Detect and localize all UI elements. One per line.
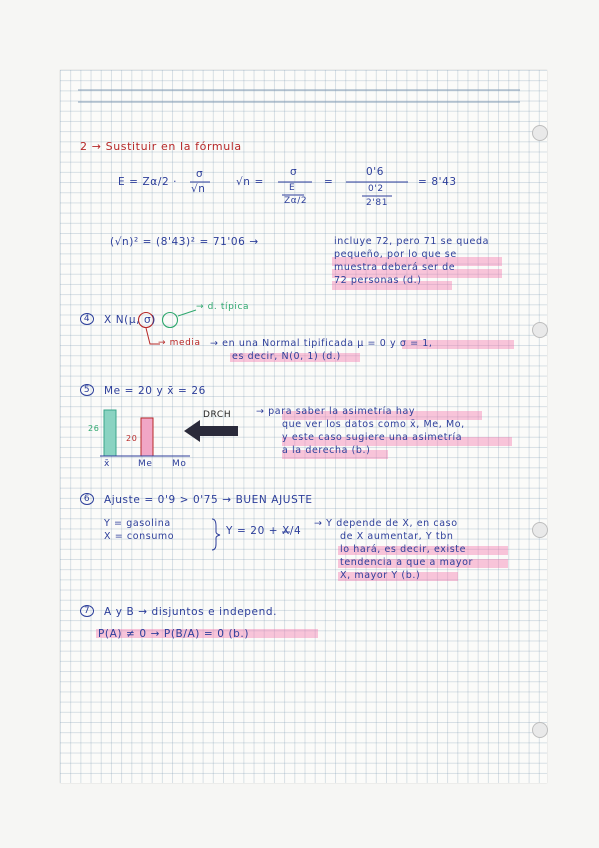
q7-header: A y B → disjuntos e independ. [104, 606, 278, 618]
q2-eq2: (√n)² = (8'43)² = 71'06 → [110, 236, 259, 248]
q5-line1: → para saber la asimetría hay [256, 406, 416, 417]
q6-def-y: Y = gasolina [104, 518, 171, 529]
tipica-arrow [178, 310, 196, 316]
q6-line3: lo hará, es decir, existe [340, 544, 467, 555]
left-arrow-icon [184, 420, 238, 442]
q6-def-x: X = consumo [104, 531, 175, 542]
q6-line5: X, mayor Y (b.) [340, 570, 421, 581]
q5-bar-label-26: 26 [88, 424, 100, 433]
q2-eq1-left: E = Zα/2 · [118, 176, 178, 188]
q5-line2: que ver los datos como x̄, Me, Mo, [282, 419, 465, 430]
q2-frac2-den-den: Zα/2 [284, 196, 308, 206]
sigma-circle [163, 313, 178, 328]
q6-line4: tendencia a que a mayor [340, 557, 474, 568]
q2-sqrt-left: √n = [236, 176, 264, 188]
q2-frac3-den-den: 2'81 [366, 198, 389, 208]
q2-frac3-den-num: 0'2 [368, 184, 384, 194]
q5-number: 5 [80, 384, 94, 396]
q5-axis-mo: Mo [172, 459, 187, 469]
q4-line2: es decir, N(0, 1) (d.) [232, 351, 341, 362]
q2-frac3-num: 0'6 [366, 166, 385, 178]
q2-note-4: 72 personas (d.) [334, 275, 422, 286]
q4-number: 4 [80, 313, 94, 325]
q2-frac1-den: √n [191, 183, 206, 195]
q2-result: = 8'43 [418, 176, 457, 188]
q7-number: 7 [80, 605, 94, 617]
bar-mean-26 [104, 410, 116, 456]
q2-note-2: pequeño, por lo que se [334, 249, 457, 260]
q5-axis-me: Me [138, 459, 153, 469]
q4-label-media: → media [158, 338, 201, 348]
q5-bar-label-20: 20 [126, 434, 138, 443]
q2-frac2-num: σ [290, 166, 298, 178]
q6-line1: → Y depende de X, en caso [314, 518, 458, 529]
q7-formula: P(A) ≠ 0 → P(B/A) = 0 (b.) [98, 628, 250, 640]
q2-frac2-den-num: E [289, 183, 296, 193]
q2-eq-sign: = [324, 176, 334, 188]
q2-note-1: incluye 72, pero 71 se queda [334, 236, 490, 247]
q6-number: 6 [80, 493, 94, 505]
q6-line2: de X aumentar, Y tbn [340, 531, 454, 542]
bar-median-20 [141, 418, 153, 456]
q2-note-3: muestra deberá ser de [334, 262, 456, 273]
q5-axis-x: x̄ [104, 459, 110, 469]
q5-line3: y este caso sugiere una asimetría [282, 432, 463, 443]
q4-formula: X N(μ, σ) [104, 314, 156, 326]
q5-values: Me = 20 y x̄ = 26 [104, 385, 206, 397]
q2-header: 2 → Sustituir en la fórmula [80, 140, 242, 153]
q5-line4: a la derecha (b.) [282, 445, 371, 456]
q4-label-tipica: → d. típica [196, 302, 250, 312]
q4-line1: → en una Normal tipificada μ = 0 y σ = 1, [210, 338, 433, 349]
q6-equation: Y = 20 + X/4 [226, 525, 302, 537]
brace [212, 519, 220, 550]
q2-frac1-num: σ [196, 168, 204, 180]
q6-header: Ajuste = 0'9 > 0'75 → BUEN AJUSTE [104, 494, 313, 506]
q5-arrow-label: DRCH [203, 410, 232, 420]
